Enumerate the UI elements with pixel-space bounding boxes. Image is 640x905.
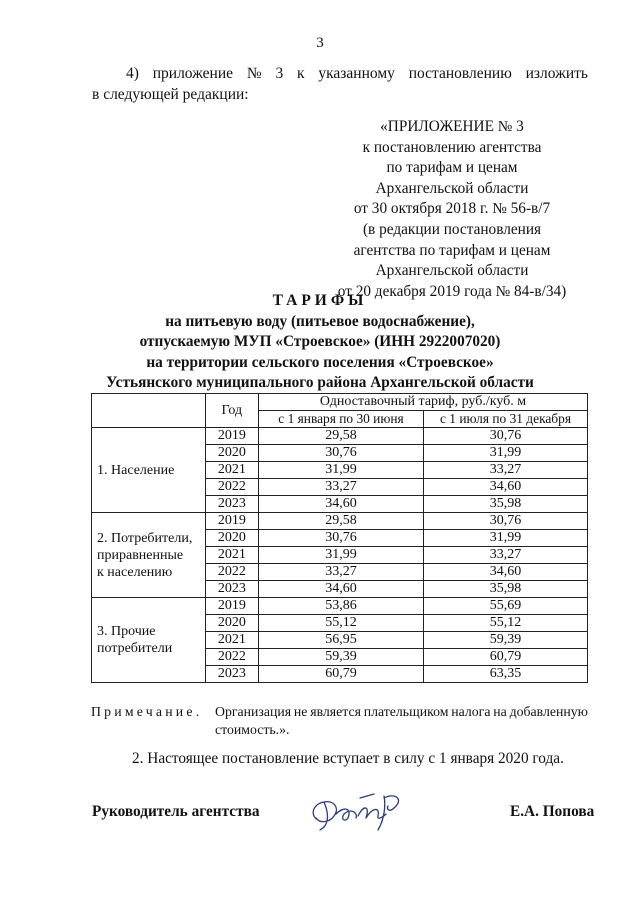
- year-cell: 2020: [205, 615, 258, 632]
- word: плательщиком: [363, 704, 449, 719]
- title-line: отпускаемую МУП «Строевское» (ИНН 2922007020): [139, 333, 501, 350]
- year-cell: 2021: [205, 547, 258, 564]
- word: постановлению: [408, 65, 512, 82]
- tariff-cell: 34,60: [259, 581, 424, 598]
- word: Организация: [215, 704, 292, 719]
- paragraph-2: 2. Настоящее постановление вступает в силу с 1 января 2020 года.: [132, 750, 564, 767]
- signatory-title: Руководитель агентства: [92, 803, 260, 820]
- group-label-line: к населению: [97, 564, 173, 580]
- word: 4): [126, 65, 139, 82]
- year-cell: 2019: [205, 428, 258, 445]
- appendix-header: [318, 117, 586, 302]
- paragraph-4-line-2: в следующей редакции:: [92, 86, 249, 103]
- tariff-cell: 59,39: [259, 649, 424, 666]
- tariff-cell: 35,98: [423, 496, 587, 513]
- header-period-2: с 1 июля по 31 декабря: [423, 411, 587, 428]
- tariff-cell: 31,99: [423, 530, 587, 547]
- word: на: [493, 704, 507, 719]
- group-label-line: потребители: [97, 641, 173, 656]
- group-label-line: 3. Прочие: [97, 624, 156, 639]
- tariff-cell: 31,99: [259, 462, 424, 479]
- table-row: [92, 513, 588, 530]
- tariff-cell: 33,27: [423, 462, 587, 479]
- appendix-line: Архангельской области: [375, 262, 529, 280]
- tariff-cell: 30,76: [423, 513, 587, 530]
- year-cell: 2020: [205, 530, 258, 547]
- tariff-cell: 30,76: [423, 428, 587, 445]
- appendix-line: (в редакции постановления: [362, 220, 542, 238]
- tariff-cell: 31,99: [423, 445, 587, 462]
- group-label-line: 2. Потребители,: [97, 530, 193, 546]
- page-number: 3: [316, 35, 324, 51]
- group-label-equated-consumers: [92, 513, 206, 598]
- appendix-line: к постановлению агентства: [362, 138, 542, 156]
- year-cell: 2021: [205, 632, 258, 649]
- tariff-cell: 34,60: [423, 564, 587, 581]
- tariff-cell: 29,58: [259, 513, 424, 530]
- word: 3: [275, 65, 284, 82]
- table-row: [92, 428, 588, 445]
- title-line: на питьевую воду (питьевое водоснабжение),: [165, 312, 475, 330]
- group-label-line: 1. Население: [97, 462, 175, 478]
- tariff-cell: 33,27: [259, 479, 424, 496]
- tariff-cell: 59,39: [423, 632, 587, 649]
- year-cell: 2022: [205, 479, 258, 496]
- appendix-line: от 30 октября 2018 г. № 56-в/7: [353, 200, 551, 218]
- tariff-cell: 53,86: [259, 598, 424, 615]
- title-line: Устьянского муниципального района Архангельской области: [106, 374, 534, 391]
- word: приложение: [152, 65, 234, 82]
- header-group-empty: [92, 394, 206, 428]
- title-line: на территории сельского поселения «Строевское»: [146, 353, 494, 371]
- year-cell: 2020: [205, 445, 258, 462]
- word: указанному: [318, 65, 395, 82]
- year-cell: 2019: [205, 598, 258, 615]
- note-text: [215, 703, 588, 738]
- word: изложить: [525, 65, 588, 82]
- year-cell: 2023: [205, 581, 258, 598]
- tariff-cell: 35,98: [423, 581, 587, 598]
- tariff-cell: 29,58: [259, 428, 424, 445]
- appendix-line: от 20 декабря 2019 года № 84-в/34): [337, 282, 567, 300]
- paragraph-4: [92, 63, 588, 105]
- table-row: [92, 598, 588, 615]
- signatory-name: Е.А. Попова: [510, 803, 595, 820]
- tariff-cell: 34,60: [423, 479, 587, 496]
- tariff-cell: 30,76: [259, 445, 424, 462]
- tariff-cell: 33,27: [423, 547, 587, 564]
- group-label-other-consumers: [92, 598, 206, 683]
- note-line-1: [215, 703, 588, 721]
- tariff-cell: 31,99: [259, 547, 424, 564]
- year-cell: 2023: [205, 496, 258, 513]
- header-year: Год: [205, 394, 258, 428]
- word: к: [297, 65, 305, 82]
- word: является: [310, 704, 361, 719]
- year-cell: 2022: [205, 564, 258, 581]
- note-label: Примечание.: [91, 704, 203, 719]
- document-title: [0, 291, 640, 394]
- tariff-cell: 30,76: [259, 530, 424, 547]
- appendix-line: по тарифам и ценам: [386, 159, 518, 177]
- tariff-cell: 34,60: [259, 496, 424, 513]
- word: не: [293, 704, 308, 719]
- header-tariff: Одноставочный тариф, руб./куб. м: [259, 394, 588, 411]
- year-cell: 2023: [205, 666, 258, 683]
- tariff-table: [91, 393, 588, 683]
- word: №: [246, 65, 262, 82]
- year-cell: 2022: [205, 649, 258, 666]
- word: налога: [451, 704, 491, 719]
- tariff-cell: 63,35: [423, 666, 587, 683]
- tariff-cell: 55,12: [423, 615, 587, 632]
- tariff-cell: 60,79: [423, 649, 587, 666]
- tariff-cell: 33,27: [259, 564, 424, 581]
- note-line-2: стоимость.».: [215, 721, 290, 737]
- tariff-cell: 56,95: [259, 632, 424, 649]
- year-cell: 2019: [205, 513, 258, 530]
- handwritten-signature: [300, 786, 420, 834]
- appendix-line: агентства по тарифам и ценам: [353, 241, 551, 259]
- appendix-line: «ПРИЛОЖЕНИЕ № 3: [380, 118, 524, 135]
- tariff-cell: 60,79: [259, 666, 424, 683]
- year-cell: 2021: [205, 462, 258, 479]
- word: добавленную: [509, 704, 588, 719]
- paragraph-4-line-1: [92, 63, 588, 84]
- group-label-population: [92, 428, 206, 513]
- tariff-cell: 55,12: [259, 615, 424, 632]
- tariff-cell: 55,69: [423, 598, 587, 615]
- title-main: ТАРИФЫ: [272, 292, 368, 309]
- header-period-1: с 1 января по 30 июня: [259, 411, 424, 428]
- appendix-line: Архангельской области: [375, 179, 529, 197]
- group-label-line: приравненные: [97, 547, 184, 563]
